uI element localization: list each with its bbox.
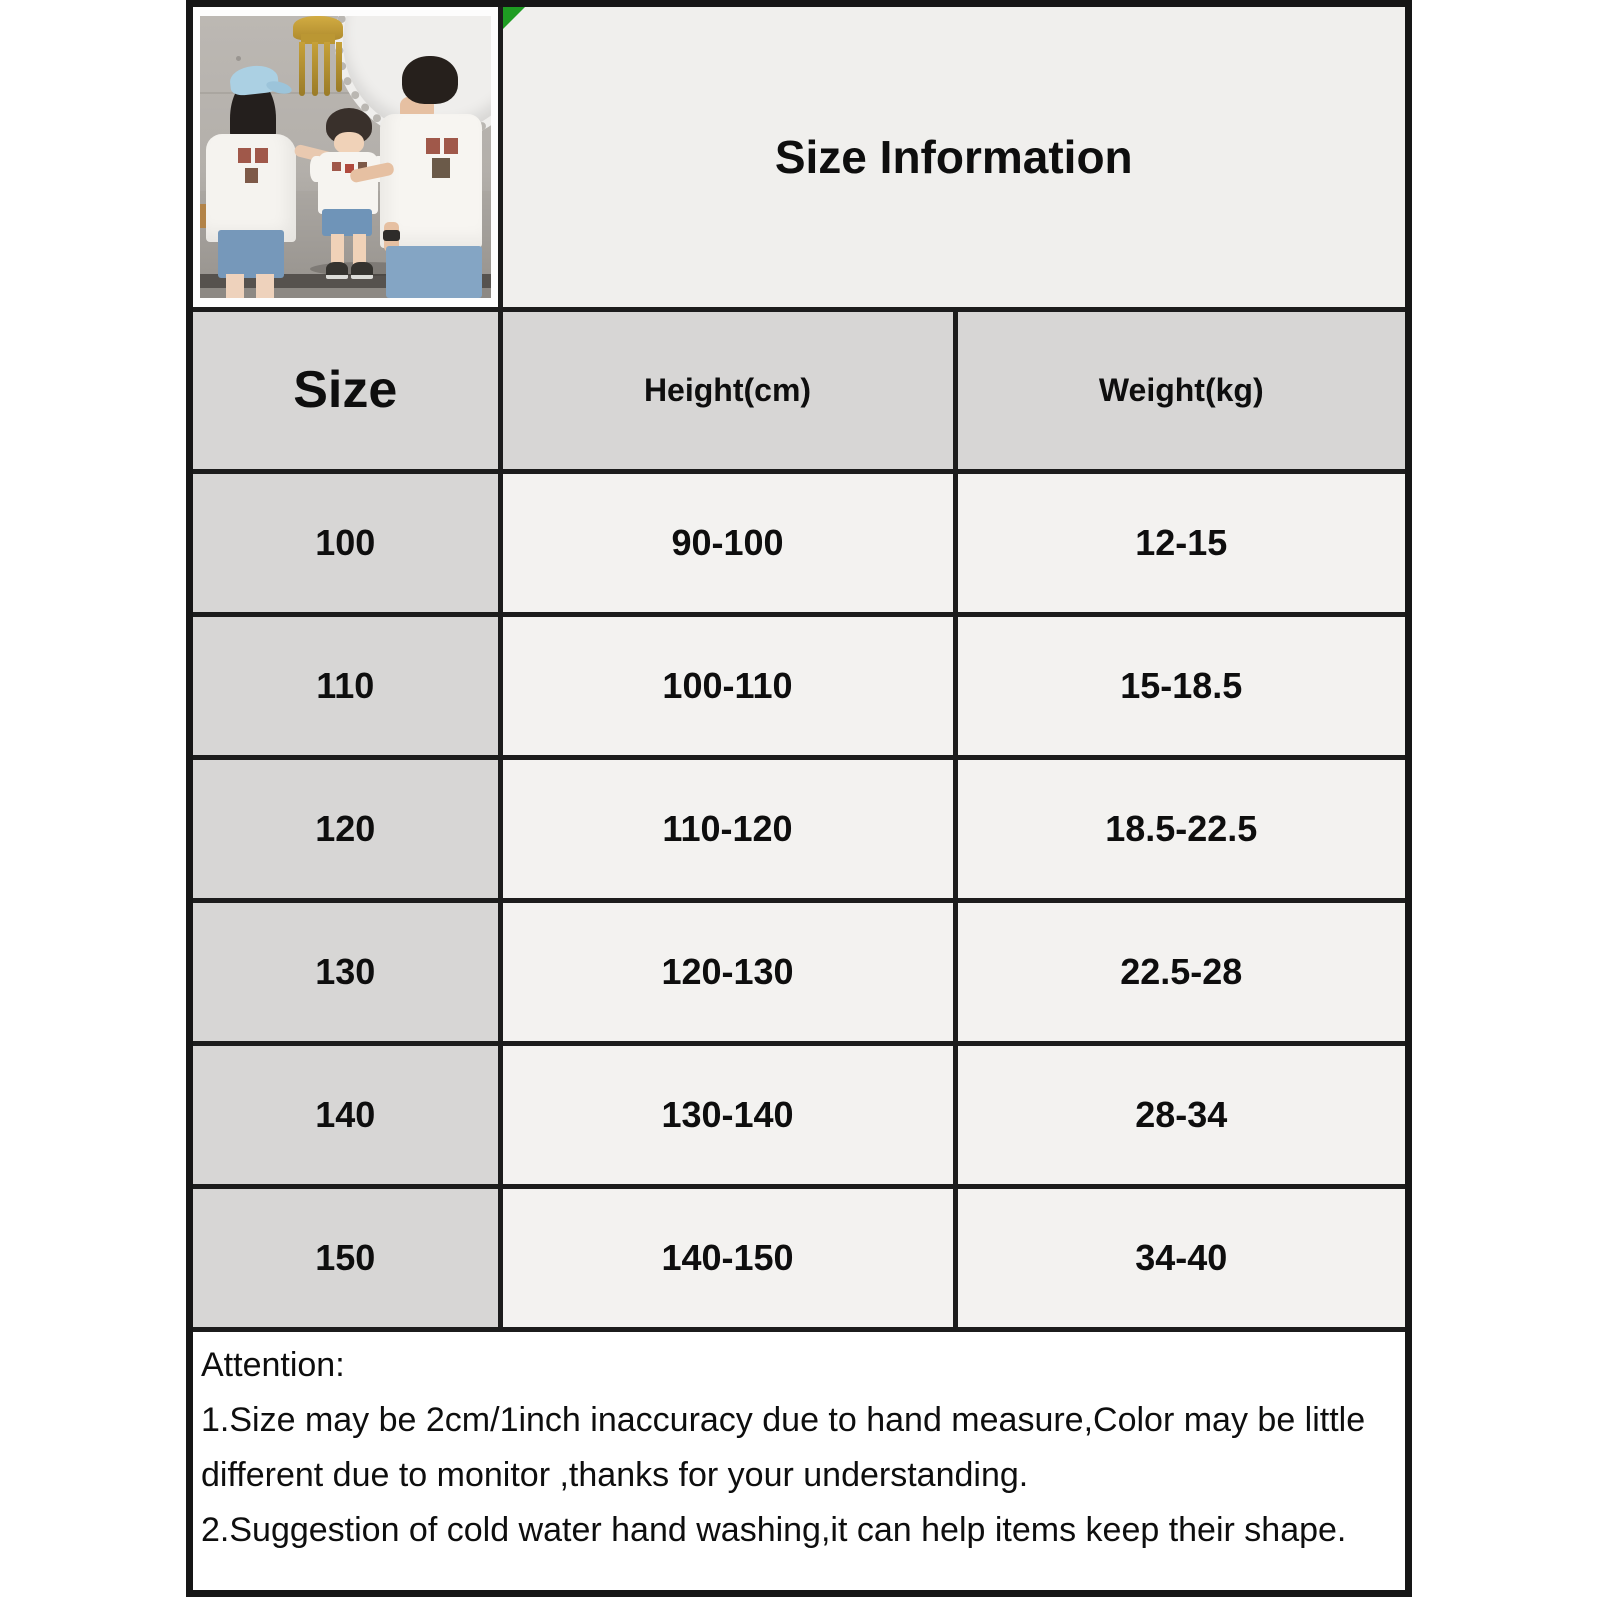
child-tshirt [318,152,378,214]
weight-value: 12-15 [955,471,1405,614]
size-value: 130 [193,900,500,1043]
table-row [193,1043,1405,1186]
child-sneaker [351,262,373,279]
attention-line: different due to monitor ,thanks for your understanding. [201,1455,1029,1494]
mother-cap [229,63,280,96]
mother-leg [226,274,244,298]
fork-tine [312,42,318,96]
product-photo [200,16,491,298]
height-value: 130-140 [500,1043,955,1186]
weight-value: 22.5-28 [955,900,1405,1043]
father-figure [402,56,458,104]
mother-tshirt [206,134,296,242]
size-value: 100 [193,471,500,614]
weight-value: 34-40 [955,1186,1405,1329]
title-cell [500,7,1405,309]
size-chart-sheet [186,0,1412,1597]
child-sneaker [326,262,348,279]
table-row [193,471,1405,614]
fork-tine [336,42,342,92]
tshirt-print [332,162,341,171]
green-corner-marker-icon [503,7,525,29]
attention-note [193,1329,1405,1590]
table-row [193,900,1405,1043]
child-leg [353,234,366,264]
weight-value: 15-18.5 [955,614,1405,757]
attention-line: 2.Suggestion of cold water hand washing,it can help items keep their shape. [201,1510,1347,1549]
table-row [193,1186,1405,1329]
tshirt-print [238,148,251,163]
weight-value: 18.5-22.5 [955,757,1405,900]
child-face [334,132,364,154]
height-value: 140-150 [500,1186,955,1329]
fork-tine [324,42,330,96]
fork-tine [299,42,305,96]
size-value: 120 [193,757,500,900]
father-denim-shorts [386,246,482,298]
father-watch [383,230,400,241]
size-value: 140 [193,1043,500,1186]
size-value: 110 [193,614,500,757]
column-header-size: Size [193,309,500,471]
height-value: 100-110 [500,614,955,757]
size-value: 150 [193,1186,500,1329]
attention-heading: Attention: [201,1345,345,1384]
size-table [193,7,1405,1590]
column-header-height: Height(cm) [500,309,955,471]
page-title: Size Information [774,130,1133,183]
column-header-weight: Weight(kg) [955,309,1405,471]
child-leg [331,234,344,264]
mother-denim-shorts [218,230,284,278]
table-row [193,614,1405,757]
mother-leg [256,274,274,298]
product-photo-cell [193,7,500,309]
height-value: 120-130 [500,900,955,1043]
child-denim-shorts [322,209,372,236]
height-value: 90-100 [500,471,955,614]
table-row [193,757,1405,900]
wall-dot [236,56,241,61]
tshirt-print [426,138,440,154]
height-value: 110-120 [500,757,955,900]
attention-line: 1.Size may be 2cm/1inch inaccuracy due to hand measure,Color may be little [201,1400,1366,1439]
weight-value: 28-34 [955,1043,1405,1186]
